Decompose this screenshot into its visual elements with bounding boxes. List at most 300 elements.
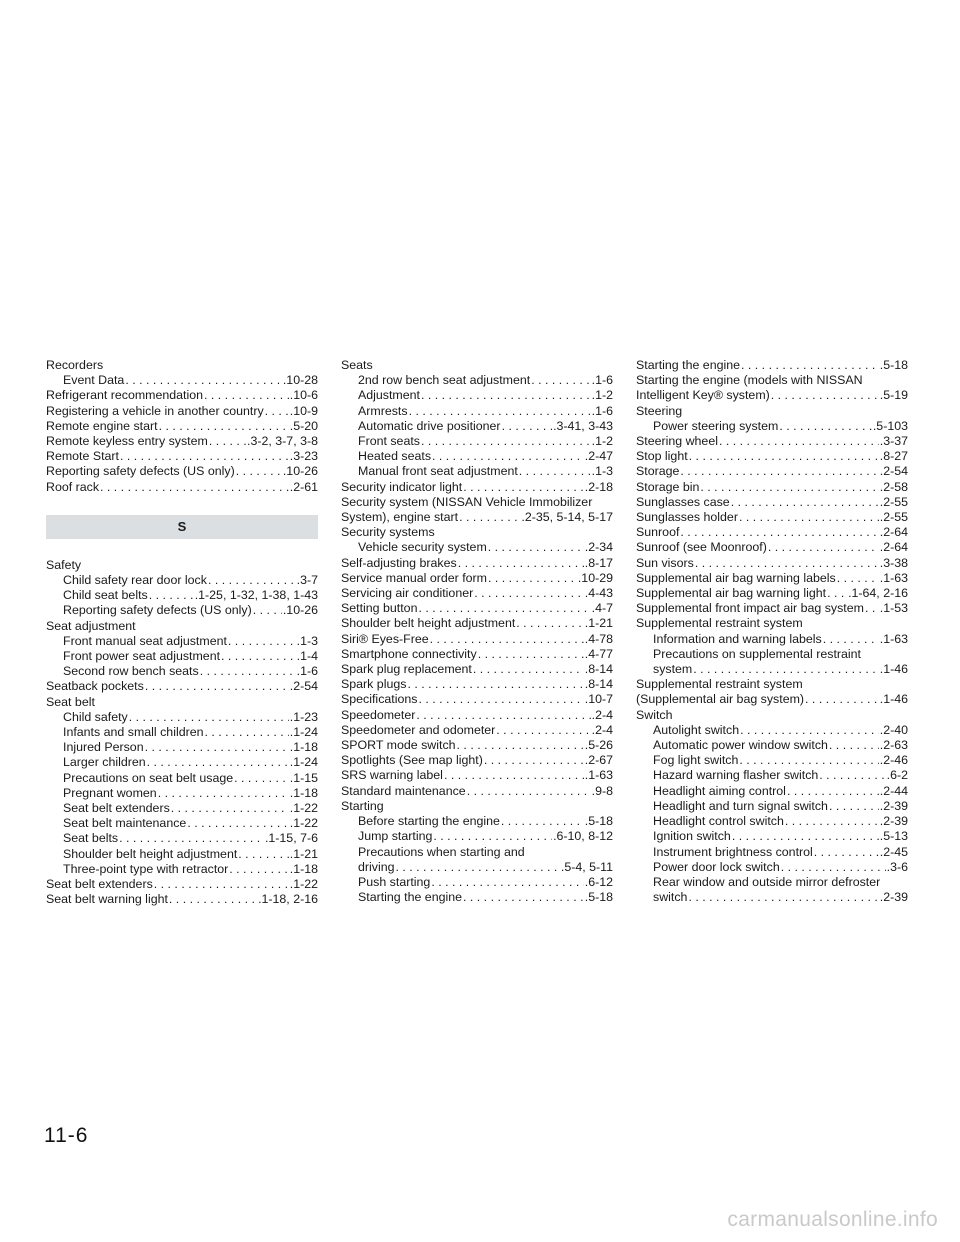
- index-subentry: [46, 816, 318, 831]
- dot-leader: [418, 601, 590, 616]
- index-subentry: [636, 768, 908, 783]
- entry-term: Seat belt extenders: [46, 877, 153, 892]
- entry-term: Registering a vehicle in another country: [46, 403, 264, 418]
- entry-page-ref: .1-53: [879, 601, 908, 616]
- index-entry: [341, 738, 613, 753]
- dot-leader: [458, 556, 584, 571]
- entry-term: Shoulder belt height adjustment: [63, 846, 238, 861]
- index-entry: [341, 753, 613, 768]
- entry-term: Precautions on seat belt usage: [63, 770, 234, 785]
- entry-term: Siri® Eyes-Free: [341, 631, 429, 646]
- entry-term: Sunroof: [636, 525, 680, 540]
- dot-leader: [732, 829, 879, 844]
- index-subentry: [341, 845, 613, 860]
- index-subentry: [46, 755, 318, 770]
- index-entry: [341, 571, 613, 586]
- index-entry: [46, 480, 318, 495]
- index-subentry: [341, 419, 613, 434]
- entry-term: Supplemental air bag warning labels: [636, 570, 836, 585]
- index-subentry: [46, 603, 318, 618]
- index-entry: [636, 601, 908, 616]
- index-entry: [636, 571, 908, 586]
- index-entry: [341, 510, 613, 525]
- section-letter-heading: S: [46, 515, 318, 539]
- entry-term: Starting the engine (models with NISSAN: [636, 373, 863, 388]
- entry-page-ref: .1-18: [289, 740, 318, 755]
- index-entry: [341, 677, 613, 692]
- index-subentry: [341, 860, 613, 875]
- entry-page-ref: .5-26: [584, 738, 613, 753]
- index-entry: [636, 586, 908, 601]
- entry-term: Seat adjustment: [46, 618, 136, 633]
- dot-leader: [169, 892, 257, 907]
- entry-page-ref: .4-7: [591, 601, 613, 616]
- entry-term: Spark plugs: [341, 677, 407, 692]
- entry-term: Security indicator light: [341, 479, 463, 494]
- entry-page-ref: .1-15, 7-6: [264, 831, 318, 846]
- index-subentry: [636, 784, 908, 799]
- entry-term: Instrument brightness control: [653, 844, 813, 859]
- dot-leader: [739, 510, 879, 525]
- dot-leader: [731, 495, 879, 510]
- entry-page-ref: .1-24: [289, 725, 318, 740]
- index-subentry: [636, 753, 908, 768]
- index-subentry: [46, 740, 318, 755]
- entry-term: Automatic power window switch: [653, 738, 828, 753]
- entry-term: Pregnant women: [63, 785, 157, 800]
- entry-term: Headlight aiming control: [653, 783, 786, 798]
- index-entry: [636, 677, 908, 692]
- dot-leader: [432, 449, 584, 464]
- entry-page-ref: .3-41, 3-43: [553, 418, 613, 433]
- index-subentry: [636, 829, 908, 844]
- entry-term: Manual front seat adjustment: [358, 464, 518, 479]
- entry-term: SRS warning label: [341, 768, 443, 783]
- index-subentry: [341, 464, 613, 479]
- dot-leader: [234, 771, 289, 786]
- index-entry: [46, 558, 318, 573]
- entry-page-ref: .1-46: [879, 692, 908, 707]
- dot-leader: [837, 571, 879, 586]
- entry-term: Ignition switch: [653, 829, 731, 844]
- index-entry: [341, 601, 613, 616]
- index-subentry: [636, 860, 908, 875]
- dot-leader: [719, 434, 879, 449]
- dot-leader: [444, 768, 584, 783]
- dot-leader: [145, 740, 289, 755]
- page-number: 11-6: [44, 1124, 89, 1147]
- entry-term: Front power seat adjustment: [63, 649, 221, 664]
- dot-leader: [418, 692, 583, 707]
- index-subentry: [46, 573, 318, 588]
- entry-page-ref: .10-6: [289, 388, 318, 403]
- dot-leader: [771, 388, 879, 403]
- index-entry: [341, 708, 613, 723]
- index-entry: [636, 449, 908, 464]
- index-subentry: [46, 664, 318, 679]
- index-subentry: [341, 829, 613, 844]
- index-entry: [636, 692, 908, 707]
- entry-page-ref: .1-22: [289, 877, 318, 892]
- index-subentry: [636, 845, 908, 860]
- dot-leader: [823, 632, 879, 647]
- dot-leader: [119, 831, 264, 846]
- entry-page-ref: .2-39: [879, 798, 908, 813]
- entry-term: Setting button: [341, 601, 418, 616]
- index-entry: [46, 619, 318, 634]
- dot-leader: [693, 662, 879, 677]
- index-entry: [46, 449, 318, 464]
- entry-term: Specifications: [341, 692, 418, 707]
- entry-page-ref: .3-37: [879, 434, 908, 449]
- entry-term: Automatic drive positioner: [358, 418, 501, 433]
- index-subentry: [636, 890, 908, 905]
- dot-leader: [430, 632, 584, 647]
- index-subentry: [46, 862, 318, 877]
- entry-term: Servicing air conditioner: [341, 586, 474, 601]
- dot-leader: [125, 373, 282, 388]
- entry-page-ref: .1-3: [591, 464, 613, 479]
- dot-leader: [805, 692, 879, 707]
- dot-leader: [221, 649, 296, 664]
- index-subentry: [636, 875, 908, 890]
- entry-page-ref: .5-13: [879, 829, 908, 844]
- entry-page-ref: .3-2, 3-7, 3-8: [247, 434, 318, 449]
- entry-page-ref: .1-2: [591, 388, 613, 403]
- dot-leader: [253, 603, 282, 618]
- index-column-1: [46, 358, 318, 908]
- entry-term: Vehicle security system: [358, 540, 487, 555]
- entry-page-ref: .2-4: [591, 722, 613, 737]
- dot-leader: [814, 845, 879, 860]
- entry-page-ref: .1-18: [289, 785, 318, 800]
- index-entry: [341, 632, 613, 647]
- entry-term: Information and warning labels: [653, 631, 822, 646]
- dot-leader: [768, 540, 879, 555]
- index-subentry: [341, 373, 613, 388]
- dot-leader: [519, 464, 591, 479]
- index-subentry: [636, 723, 908, 738]
- index-subentry: [46, 831, 318, 846]
- entry-term: switch: [653, 890, 688, 905]
- index-entry: [636, 388, 908, 403]
- entry-page-ref: .1-21: [584, 616, 613, 631]
- entry-term: Seatback pockets: [46, 679, 144, 694]
- entry-page-ref: .1-6: [296, 664, 318, 679]
- index-subentry: [636, 662, 908, 677]
- dot-leader: [740, 723, 879, 738]
- entry-term: Safety: [46, 557, 82, 572]
- entry-term: Recorders: [46, 358, 104, 372]
- index-entry: [341, 662, 613, 677]
- entry-page-ref: .9-8: [591, 783, 613, 798]
- entry-term: Child safety: [63, 709, 128, 724]
- entry-term: Starting: [341, 798, 384, 813]
- dot-leader: [787, 784, 879, 799]
- dot-leader: [229, 862, 288, 877]
- entry-term: Event Data: [63, 373, 125, 388]
- index-entry: [46, 404, 318, 419]
- entry-page-ref: .1-22: [289, 816, 318, 831]
- index-entry: [636, 525, 908, 540]
- entry-page-ref: .2-35, 5-14, 5-17: [521, 510, 613, 525]
- dot-leader: [421, 434, 591, 449]
- entry-term: Switch: [636, 707, 673, 722]
- dot-leader: [781, 860, 886, 875]
- entry-term: Roof rack: [46, 479, 100, 494]
- entry-page-ref: .4-43: [584, 586, 613, 601]
- entry-term: Rear window and outside mirror defroster: [653, 874, 881, 889]
- entry-term: Seat belt maintenance: [63, 816, 187, 831]
- dot-leader: [467, 784, 591, 799]
- index-column-3: [636, 358, 908, 905]
- entry-page-ref: .5-18: [584, 890, 613, 905]
- entry-term: Reporting safety defects (US only): [63, 603, 252, 618]
- index-entry: [636, 404, 908, 419]
- entry-term: Seat belt warning light: [46, 892, 168, 907]
- index-entry: [636, 434, 908, 449]
- entry-page-ref: .10-29: [577, 570, 613, 585]
- dot-leader: [865, 601, 879, 616]
- entry-page-ref: .2-61: [289, 479, 318, 494]
- dot-leader: [502, 419, 553, 434]
- index-entry: [636, 358, 908, 373]
- index-entry: [341, 799, 613, 814]
- entry-page-ref: .2-67: [584, 753, 613, 768]
- index-subentry: [46, 373, 318, 388]
- index-entry: [341, 647, 613, 662]
- entry-page-ref: .8-27: [879, 449, 908, 464]
- entry-page-ref: .2-40: [879, 722, 908, 737]
- entry-page-ref: .10-9: [289, 403, 318, 418]
- entry-term: Storage: [636, 464, 680, 479]
- dot-leader: [416, 708, 590, 723]
- entry-term: Supplemental front impact air bag system: [636, 601, 864, 616]
- entry-term: Child safety rear door lock: [63, 573, 207, 588]
- entry-term: Jump starting: [358, 829, 433, 844]
- index-entry: [46, 892, 318, 907]
- dot-leader: [147, 755, 289, 770]
- dot-leader: [680, 464, 878, 479]
- dot-leader: [488, 540, 584, 555]
- entry-page-ref: .10-26: [282, 603, 318, 618]
- dot-leader: [431, 875, 583, 890]
- entry-term: Stop light: [636, 449, 688, 464]
- index-entry: [46, 358, 318, 373]
- dot-leader: [149, 588, 194, 603]
- entry-page-ref: .4-77: [584, 646, 613, 661]
- entry-page-ref: .1-15: [289, 770, 318, 785]
- dot-leader: [488, 571, 577, 586]
- entry-page-ref: .6-12: [584, 874, 613, 889]
- dot-leader: [208, 573, 296, 588]
- index-entry: [636, 480, 908, 495]
- entry-term: Standard maintenance: [341, 783, 466, 798]
- entry-page-ref: .5-19: [879, 388, 908, 403]
- entry-term: Seat belt extenders: [63, 801, 170, 816]
- index-subentry: [636, 738, 908, 753]
- entry-term: Spotlights (See map light): [341, 753, 483, 768]
- index-entry: [46, 434, 318, 449]
- index-entry: [341, 723, 613, 738]
- index-entry: [636, 510, 908, 525]
- entry-page-ref: .1-63: [584, 768, 613, 783]
- entry-page-ref: .1-6: [591, 403, 613, 418]
- dot-leader: [205, 725, 289, 740]
- dot-leader: [154, 877, 289, 892]
- entry-term: Reporting safety defects (US only): [46, 464, 235, 479]
- dot-leader: [827, 586, 847, 601]
- entry-term: Steering wheel: [636, 434, 718, 449]
- entry-page-ref: .2-54: [879, 464, 908, 479]
- entry-page-ref: .1-2: [591, 434, 613, 449]
- entry-term: Before starting the engine: [358, 814, 500, 829]
- entry-page-ref: .2-18: [584, 479, 613, 494]
- index-subentry: [636, 647, 908, 662]
- index-subentry: [46, 771, 318, 786]
- entry-term: Service manual order form: [341, 570, 487, 585]
- entry-term: SPORT mode switch: [341, 738, 456, 753]
- dot-leader: [829, 799, 879, 814]
- entry-page-ref: .2-4: [591, 707, 613, 722]
- index-entry: [636, 556, 908, 571]
- dot-leader: [145, 679, 289, 694]
- entry-term: driving: [358, 859, 395, 874]
- entry-term: Power steering system: [653, 418, 779, 433]
- entry-page-ref: .2-55: [879, 494, 908, 509]
- entry-term: Remote engine start: [46, 418, 158, 433]
- index-subentry: [636, 814, 908, 829]
- entry-page-ref: .2-46: [879, 753, 908, 768]
- entry-page-ref: .3-6: [886, 859, 908, 874]
- entry-term: Security systems: [341, 525, 435, 540]
- dot-leader: [496, 723, 590, 738]
- entry-page-ref: .2-39: [879, 814, 908, 829]
- index-entry: [46, 388, 318, 403]
- entry-term: Precautions on supplemental restraint: [653, 646, 862, 661]
- entry-term: Shoulder belt height adjustment: [341, 616, 516, 631]
- index-subentry: [341, 434, 613, 449]
- index-subentry: [341, 388, 613, 403]
- entry-term: Three-point type with retractor: [63, 861, 229, 876]
- entry-term: Headlight and turn signal switch: [653, 798, 828, 813]
- entry-page-ref: .1-22: [289, 801, 318, 816]
- index-subentry: [46, 634, 318, 649]
- dot-leader: [484, 753, 584, 768]
- entry-term: Supplemental restraint system: [636, 616, 803, 631]
- dot-leader: [478, 647, 584, 662]
- index-entry: [341, 358, 613, 373]
- entry-page-ref: .1-24: [289, 755, 318, 770]
- entry-page-ref: .8-14: [584, 677, 613, 692]
- entry-page-ref: .6-10, 8-12: [553, 829, 613, 844]
- index-subentry: [46, 847, 318, 862]
- dot-leader: [159, 419, 289, 434]
- entry-term: system: [653, 662, 693, 677]
- dot-leader: [209, 434, 246, 449]
- entry-term: Second row bench seats: [63, 664, 199, 679]
- index-entry: [341, 616, 613, 631]
- dot-leader: [516, 616, 583, 631]
- entry-term: Larger children: [63, 755, 146, 770]
- entry-page-ref: .1-3: [296, 633, 318, 648]
- index-subentry: [341, 449, 613, 464]
- entry-term: Injured Person: [63, 740, 144, 755]
- entry-term: Seat belts: [63, 831, 119, 846]
- dot-leader: [473, 662, 584, 677]
- dot-leader: [120, 449, 289, 464]
- entry-page-ref: .2-54: [289, 679, 318, 694]
- entry-term: Starting the engine: [358, 890, 463, 905]
- entry-term: Sunroof (see Moonroof): [636, 540, 767, 555]
- index-entry: [46, 419, 318, 434]
- index-column-2: [341, 358, 613, 905]
- dot-leader: [421, 388, 591, 403]
- entry-term: Adjustment: [358, 388, 420, 403]
- entry-page-ref: .1-23: [289, 709, 318, 724]
- entry-page-ref: .2-64: [879, 525, 908, 540]
- index-entry: [636, 495, 908, 510]
- entry-term: Refrigerant recommendation: [46, 388, 204, 403]
- entry-term: Remote keyless entry system: [46, 434, 208, 449]
- dot-leader: [129, 710, 289, 725]
- watermark[interactable]: carmanualsonline.info: [727, 1208, 938, 1231]
- dot-leader: [463, 480, 584, 495]
- entry-page-ref: .1-18, 2-16: [258, 892, 318, 907]
- dot-leader: [171, 801, 289, 816]
- index-entry: [341, 480, 613, 495]
- index-subentry: [341, 814, 613, 829]
- entry-term: Sun visors: [636, 555, 694, 570]
- entry-page-ref: .2-55: [879, 510, 908, 525]
- entry-term: Intelligent Key® system): [636, 388, 770, 403]
- entry-page-ref: .10-26: [282, 464, 318, 479]
- dot-leader: [200, 664, 296, 679]
- index-entry: [46, 679, 318, 694]
- dot-leader: [819, 768, 885, 783]
- index-subentry: [46, 710, 318, 725]
- entry-term: Steering: [636, 403, 683, 418]
- dot-leader: [409, 404, 591, 419]
- entry-term: Sunglasses holder: [636, 510, 738, 525]
- dot-leader: [158, 786, 289, 801]
- entry-term: Remote Start: [46, 449, 119, 464]
- dot-leader: [474, 586, 584, 601]
- dot-leader: [829, 738, 879, 753]
- dot-leader: [396, 860, 560, 875]
- index-entry: [341, 495, 613, 510]
- index-entry: [341, 556, 613, 571]
- entry-page-ref: .2-47: [584, 449, 613, 464]
- index-entry: [46, 464, 318, 479]
- dot-leader: [680, 525, 878, 540]
- entry-term: Autolight switch: [653, 722, 740, 737]
- entry-page-ref: .3-38: [879, 555, 908, 570]
- entry-term: Supplemental air bag warning light: [636, 586, 827, 601]
- dot-leader: [501, 814, 584, 829]
- entry-term: Heated seats: [358, 449, 432, 464]
- dot-leader: [265, 404, 289, 419]
- entry-page-ref: .8-14: [584, 662, 613, 677]
- entry-page-ref: .10-28: [282, 373, 318, 388]
- entry-term: Precautions when starting and: [358, 844, 525, 859]
- index-entry: [46, 877, 318, 892]
- index-subentry: [636, 632, 908, 647]
- dot-leader: [785, 814, 879, 829]
- entry-page-ref: .6-2: [886, 768, 908, 783]
- entry-page-ref: .10-7: [584, 692, 613, 707]
- entry-page-ref: .2-34: [584, 540, 613, 555]
